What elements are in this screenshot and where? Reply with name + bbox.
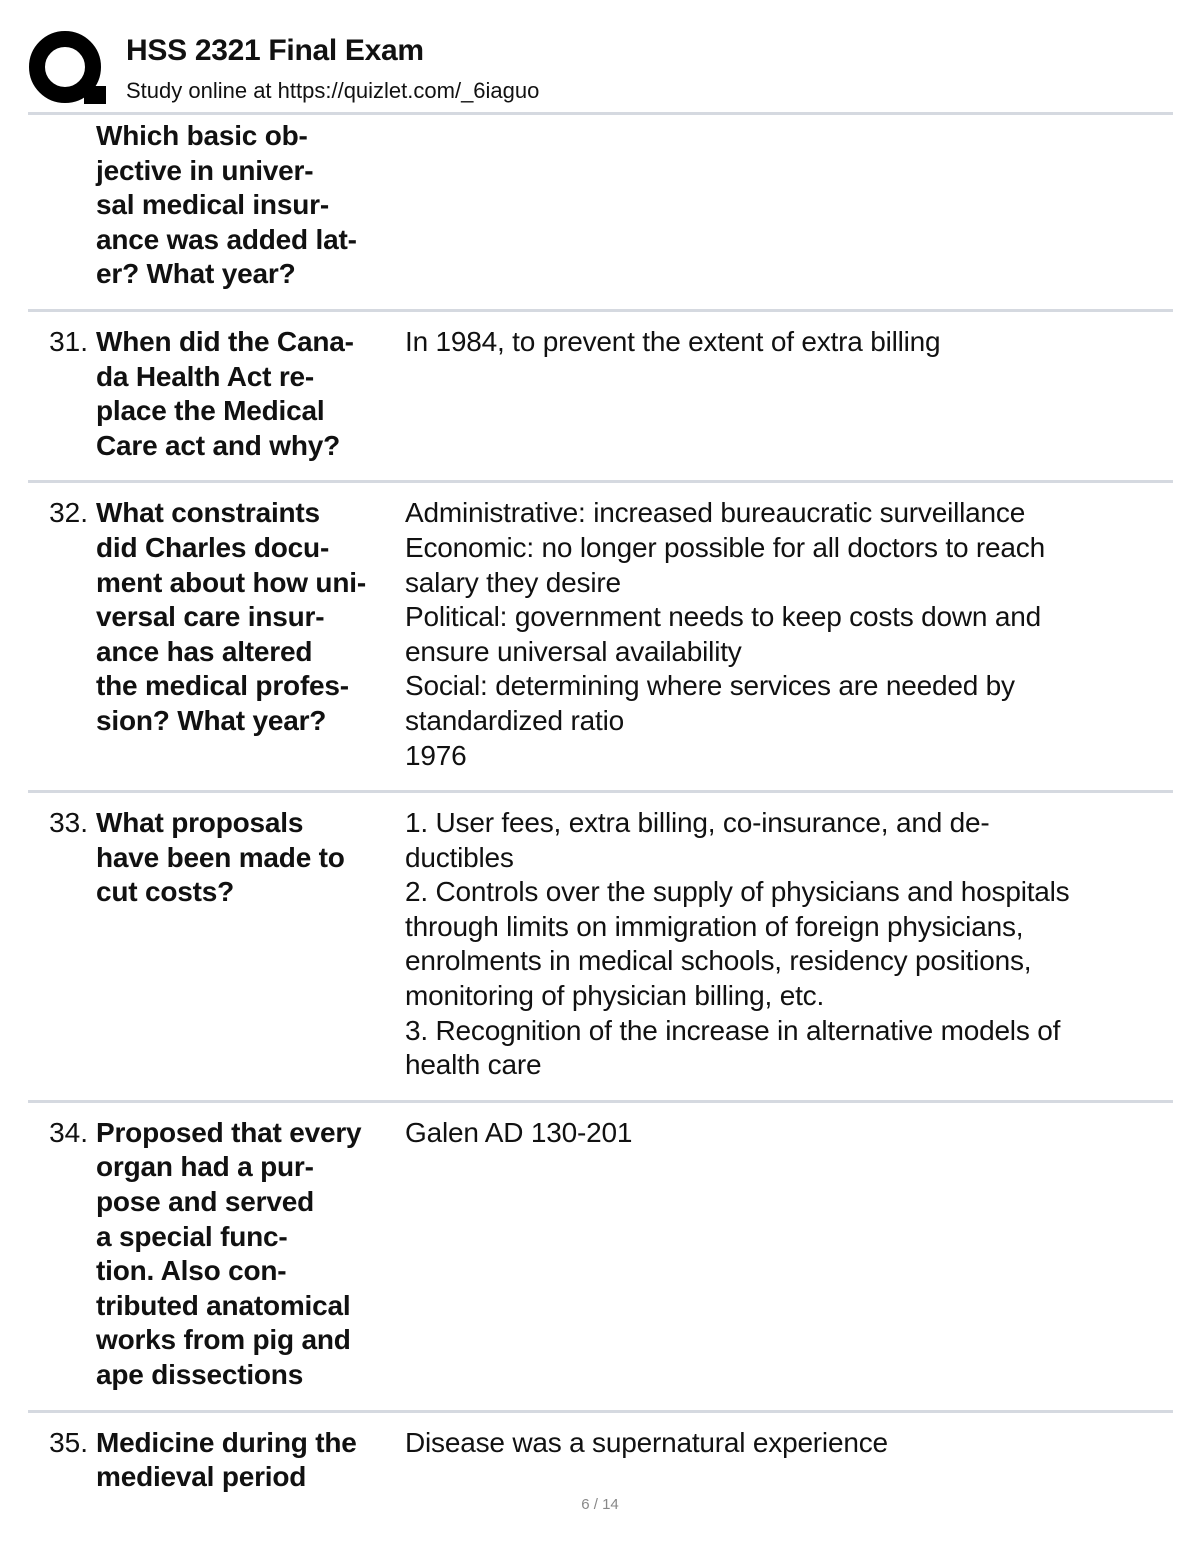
flashcard-table xyxy=(28,112,1173,1512)
question-text: Proposed that every organ had a pur- pose and served a special func- tion. Also con- tributed anatomical works from pig and ape dissections xyxy=(96,1116,362,1390)
table-row xyxy=(28,309,1173,480)
row-number: 34. xyxy=(49,1116,88,1148)
document-title: HSS 2321 Final Exam xyxy=(126,34,424,67)
table-row xyxy=(28,112,1173,309)
question-text: When did the Cana- da Health Act re- place the Medical Care act and why? xyxy=(96,325,354,461)
quizlet-logo xyxy=(28,30,108,106)
question-text: What constraints did Charles docu- ment about how uni- versal care insur- ance has altered the medical profes- sion? What year? xyxy=(96,497,366,736)
table-row xyxy=(28,790,1173,1100)
question-text: Medicine during the medieval period xyxy=(96,1426,357,1493)
question-text: Which basic ob- jective in univer- sal medical insur- ance was added lat- er? What year? xyxy=(96,120,357,290)
page-number: 6 / 14 xyxy=(581,1496,619,1513)
answer-text xyxy=(405,119,1173,292)
table-row xyxy=(28,480,1173,790)
answer-text: Disease was a supernatural experience xyxy=(405,1426,888,1458)
row-number: 31. xyxy=(49,325,88,357)
row-number: 33. xyxy=(49,807,88,839)
study-online-link[interactable]: Study online at https://quizlet.com/_6iaguo xyxy=(126,78,540,103)
answer-text: In 1984, to prevent the extent of extra billing xyxy=(405,325,941,357)
answer-text: Administrative: increased bureaucratic surveillance Economic: no longer possible for all doctors to reach salary they desire Political: government needs to keep costs down and ensure universal availability Social: determining where services are needed by standardized ratio 1976 xyxy=(405,497,1045,771)
row-number: 32. xyxy=(49,497,88,529)
table-row xyxy=(28,1100,1173,1410)
question-text: What proposals have been made to cut costs? xyxy=(96,807,345,908)
row-number xyxy=(28,119,96,292)
answer-text: Galen AD 130-201 xyxy=(405,1116,633,1148)
answer-text: 1. User fees, extra billing, co-insurance, and de- ductibles 2. Controls over the supply of physicians and hospitals through limits on immigration of foreign physicians, enrolments in medical schools, residency positions, monitoring of physician billing, etc. 3. Recognition of the increase in alternative models of health care xyxy=(405,807,1070,1081)
row-number: 35. xyxy=(49,1426,88,1458)
